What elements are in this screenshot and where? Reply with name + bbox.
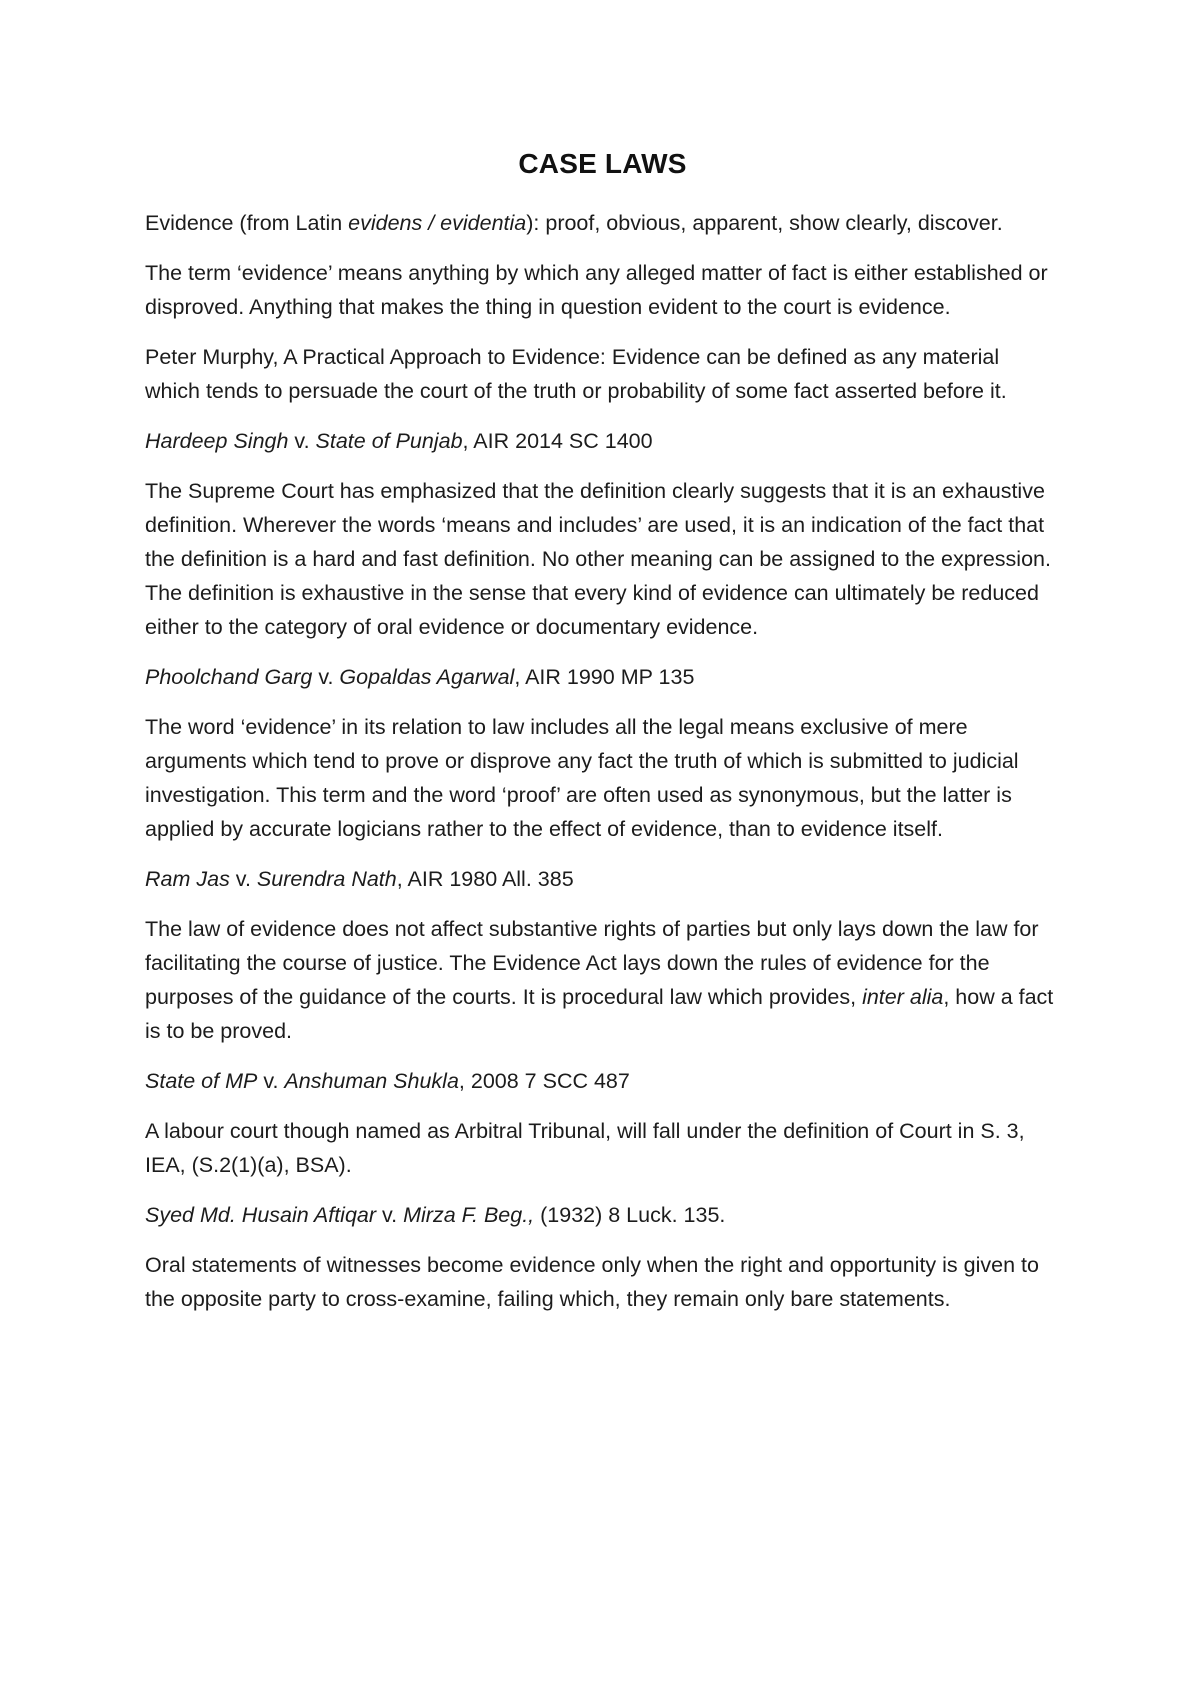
document-blocks bbox=[145, 206, 1060, 1316]
document-body bbox=[145, 142, 1060, 1332]
paragraph bbox=[145, 1248, 1060, 1316]
text-run: v. bbox=[312, 665, 340, 689]
italic-text: Phoolchand Garg bbox=[145, 665, 313, 689]
text-run: The term ‘evidence’ means anything by which any alleged matter of fact is either established or disproved. Anything that makes the thing in question evident to the court is evidence. bbox=[145, 261, 1048, 319]
case-citation bbox=[145, 1064, 1060, 1098]
italic-text: Surendra Nath bbox=[256, 867, 397, 891]
text-run: , how a fact is to be proved. bbox=[145, 985, 1054, 1043]
italic-text: evidens / evidentia bbox=[348, 211, 527, 235]
paragraph bbox=[145, 206, 1060, 240]
text-run: , AIR 1980 All. 385 bbox=[396, 867, 574, 891]
case-citation bbox=[145, 862, 1060, 896]
text-run: (1932) 8 Luck. 135. bbox=[534, 1203, 726, 1227]
case-citation bbox=[145, 660, 1060, 694]
text-run: Evidence (from Latin bbox=[145, 211, 349, 235]
text-run: A labour court though named as Arbitral Tribunal, will fall under the definition of Court in S. 3, IEA, (S.2(1)(a), BSA). bbox=[145, 1119, 1025, 1177]
italic-text: State of Punjab bbox=[315, 429, 463, 453]
case-citation bbox=[145, 424, 1060, 458]
text-run: The law of evidence does not affect substantive rights of parties but only lays down the law for facilitating the course of justice. The Evidence Act lays down the rules of evidence for the purposes of the guidance of the courts. It is procedural law which provides, bbox=[145, 917, 1039, 1009]
italic-text: Ram Jas bbox=[145, 867, 230, 891]
paragraph bbox=[145, 340, 1060, 408]
text-run: Oral statements of witnesses become evidence only when the right and opportunity is given to the opposite party to cross-examine, failing which, they remain only bare statements. bbox=[145, 1253, 1039, 1311]
paragraph bbox=[145, 1114, 1060, 1182]
text-run: The Supreme Court has emphasized that the definition clearly suggests that it is an exhaustive definition. Wherever the words ‘means and includes’ are used, it is an indication of the fact that the definition is a hard and fast definition. No other meaning can be assigned to the expression. The definition is exhaustive in the sense that every kind of evidence can ultimately be reduced either to the category of oral evidence or documentary evidence. bbox=[145, 479, 1051, 639]
italic-text: Mirza F. Beg., bbox=[403, 1203, 535, 1227]
text-run: v. bbox=[229, 867, 257, 891]
paragraph bbox=[145, 710, 1060, 846]
paragraph bbox=[145, 474, 1060, 644]
text-run: Peter Murphy, A Practical Approach to Evidence: Evidence can be defined as any material which tends to persuade the court of the truth or probability of some fact asserted before it. bbox=[145, 345, 1007, 403]
text-run: v. bbox=[376, 1203, 404, 1227]
text-run: The word ‘evidence’ in its relation to law includes all the legal means exclusive of mere arguments which tend to prove or disprove any fact the truth of which is submitted to judicial investigation. This term and the word ‘proof’ are often used as synonymous, but the latter is applied by accurate logicians rather to the effect of evidence, than to evidence itself. bbox=[145, 715, 1019, 841]
italic-text: Hardeep Singh bbox=[145, 429, 289, 453]
italic-text: Syed Md. Husain Aftiqar bbox=[145, 1203, 377, 1227]
italic-text: Gopaldas Agarwal bbox=[339, 665, 515, 689]
case-citation bbox=[145, 1198, 1060, 1232]
page-title: CASE LAWS bbox=[518, 148, 687, 179]
text-run: ): proof, obvious, apparent, show clearly, discover. bbox=[526, 211, 1003, 235]
text-run: v. bbox=[288, 429, 316, 453]
text-run: v. bbox=[257, 1069, 285, 1093]
italic-text: inter alia bbox=[862, 985, 944, 1009]
paragraph bbox=[145, 256, 1060, 324]
italic-text: State of MP bbox=[145, 1069, 258, 1093]
text-run: , 2008 7 SCC 487 bbox=[458, 1069, 630, 1093]
italic-text: Anshuman Shukla bbox=[284, 1069, 459, 1093]
paragraph bbox=[145, 912, 1060, 1048]
text-run: , AIR 2014 SC 1400 bbox=[462, 429, 653, 453]
text-run: , AIR 1990 MP 135 bbox=[514, 665, 695, 689]
